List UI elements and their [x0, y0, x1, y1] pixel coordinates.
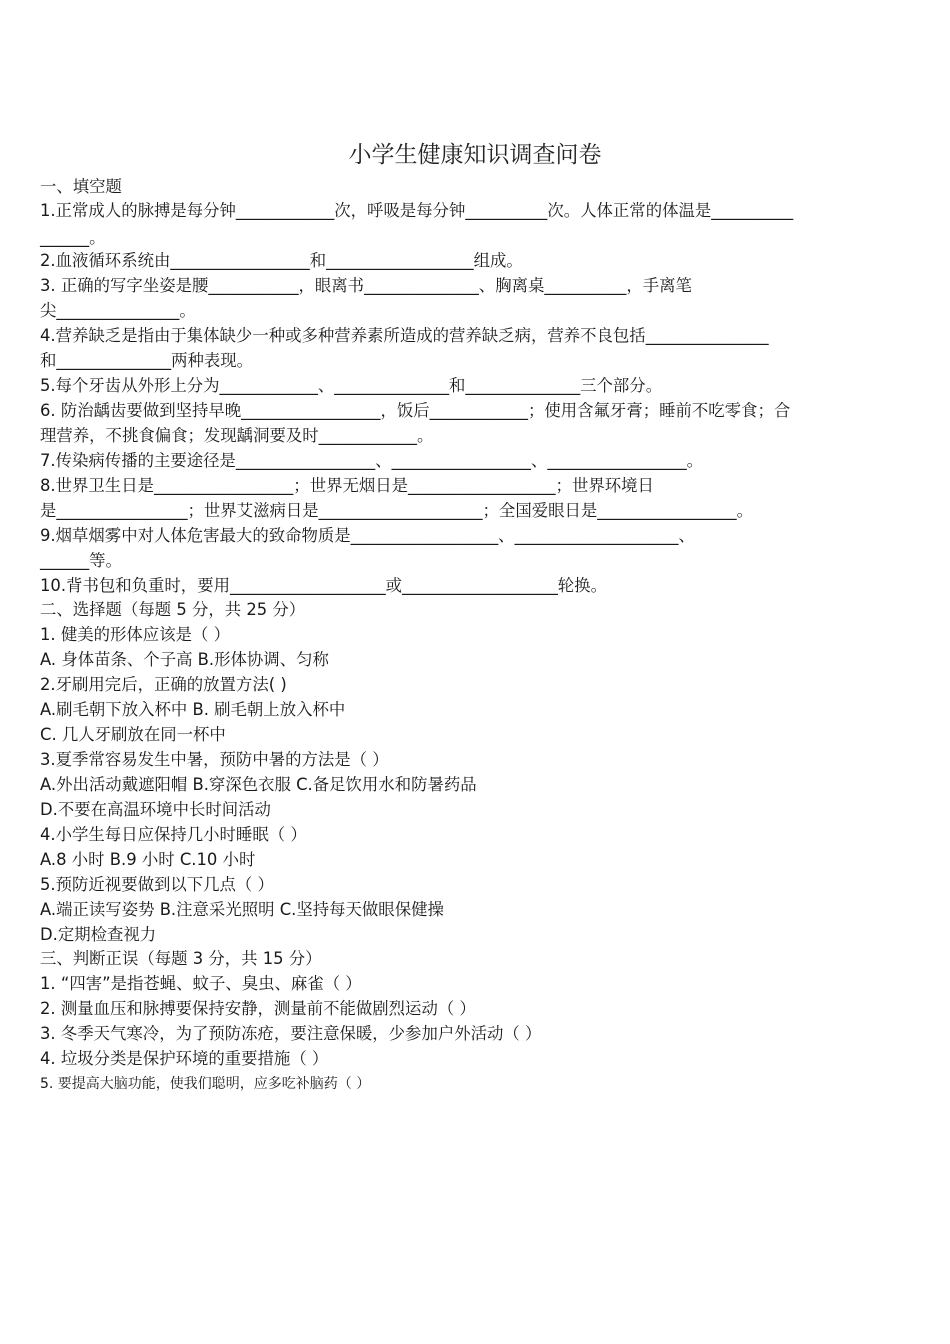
question-line: 2. 测量血压和脉搏要保持安静，测量前不能做剧烈运动（ ） — [40, 999, 476, 1018]
question-line: 3. 正确的写字坐姿是腰___________，眼离书______________、胸离桌__________，手离笔 — [40, 276, 692, 295]
question-line: 9.烟草烟雾中对人体危害最大的致命物质是__________________、____________________、 — [40, 526, 695, 545]
question-line: 2.牙刷用完后，正确的放置方法( ) — [40, 675, 287, 694]
section-heading-fill-in: 一、填空题 — [40, 177, 122, 196]
question-line: 1. 健美的形体应该是（ ） — [40, 625, 230, 644]
question-line: 5. 要提高大脑功能，使我们聪明，应多吃补脑药（ ） — [40, 1076, 371, 1092]
question-line: 8.世界卫生日是_________________；世界无烟日是__________________；世界环境日 — [40, 476, 654, 495]
question-line: 4.小学生每日应保持几小时睡眠（ ） — [40, 825, 307, 844]
question-line: 5.预防近视要做到以下几点（ ） — [40, 875, 274, 894]
question-line: 是________________；世界艾滋病日是____________________；全国爱眼日是_________________。 — [40, 501, 753, 520]
question-line: 6. 防治龋齿要做到坚持早晚_________________，饭后____________；使用含氟牙膏；睡前不吃零食；合 — [40, 401, 791, 420]
question-line: 7.传染病传播的主要途径是_________________、_________________、_________________。 — [40, 451, 704, 470]
question-line: 3. 冬季天气寒冷，为了预防冻疮，要注意保暖，少参加户外活动（ ） — [40, 1024, 542, 1043]
option-line: A.刷毛朝下放入杯中 B. 刷毛朝上放入杯中 — [40, 700, 346, 719]
question-line: 1. “四害”是指苍蝇、蚊子、臭虫、麻雀（ ） — [40, 974, 362, 993]
option-line: A. 身体苗条、个子高 B.形体协调、匀称 — [40, 650, 329, 669]
question-line: 和______________两种表现。 — [40, 351, 254, 370]
section-heading-true-false: 三、判断正误（每题 3 分，共 15 分） — [40, 949, 322, 968]
question-line: 5.每个牙齿从外形上分为____________、______________和______________三个部分。 — [40, 376, 663, 395]
option-line: D.定期检查视力 — [40, 925, 157, 944]
option-line: A.8 小时 B.9 小时 C.10 小时 — [40, 850, 256, 869]
question-line: ______。 — [40, 228, 106, 247]
question-line: 2.血液循环系统由_________________和__________________组成。 — [40, 251, 523, 270]
option-line: C. 几人牙刷放在同一杯中 — [40, 725, 226, 744]
option-line: A.端正读写姿势 B.注意采光照明 C.坚持每天做眼保健操 — [40, 900, 444, 919]
question-line: 3.夏季常容易发生中暑，预防中暑的方法是（ ） — [40, 750, 389, 769]
option-line: D.不要在高温环境中长时间活动 — [40, 800, 271, 819]
question-line: 尖_______________。 — [40, 301, 196, 320]
option-line: A.外出活动戴遮阳帽 B.穿深色衣服 C.备足饮用水和防暑药品 — [40, 775, 477, 794]
section-heading-choice: 二、选择题（每题 5 分，共 25 分） — [40, 600, 306, 619]
question-line: 4.营养缺乏是指由于集体缺少一种或多种营养素所造成的营养缺乏病，营养不良包括_______________ — [40, 326, 769, 345]
question-line: 10.背书包和负重时，要用___________________或___________________轮换。 — [40, 576, 607, 595]
document-title: 小学生健康知识调查问卷 — [348, 142, 602, 168]
question-line: 1.正常成人的脉搏是每分钟____________次，呼吸是每分钟__________次。人体正常的体温是__________ — [40, 201, 794, 220]
question-line: ______等。 — [40, 551, 122, 570]
question-line: 理营养，不挑食偏食；发现龋洞要及时____________。 — [40, 426, 434, 445]
question-line: 4. 垃圾分类是保护环境的重要措施（ ） — [40, 1049, 329, 1068]
